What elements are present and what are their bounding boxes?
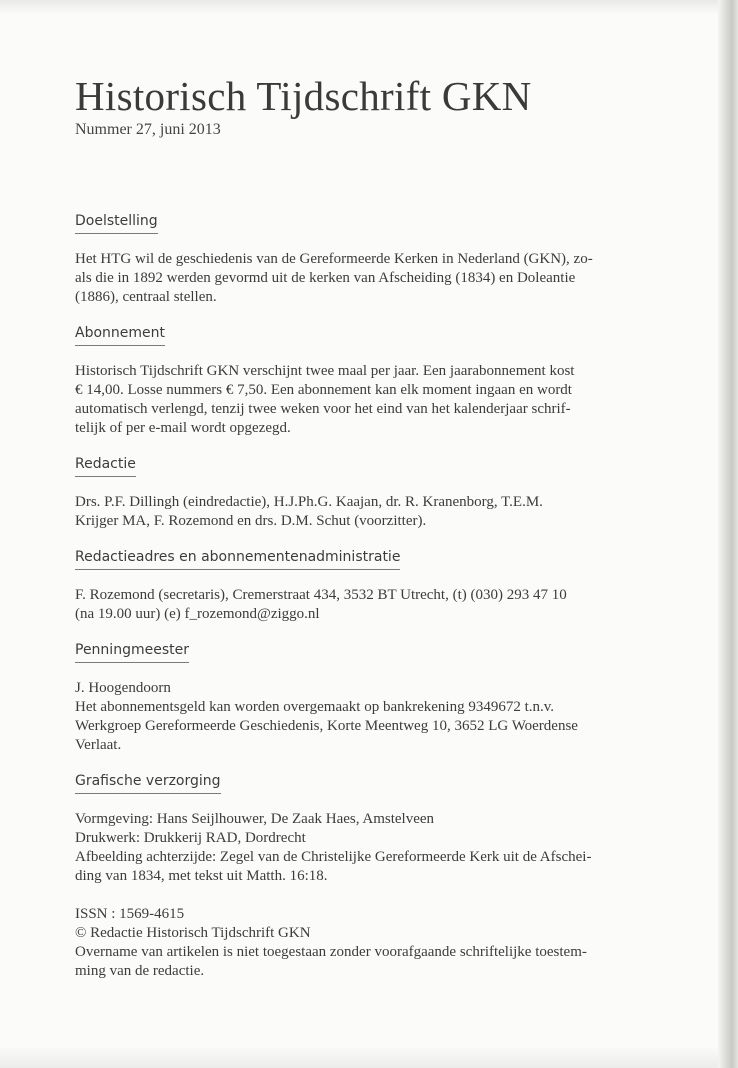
text-line: Het abonnementsgeld kan worden overgemaakt op bankrekening 9349672 t.n.v. xyxy=(75,699,555,715)
section-body xyxy=(75,586,655,624)
section-body xyxy=(75,493,655,531)
text-line: Historisch Tijdschrift GKN verschijnt twee maal per jaar. Een jaarabonnement kost xyxy=(75,363,575,379)
section-body xyxy=(75,810,655,886)
section-body xyxy=(75,679,655,755)
page-top-edge xyxy=(0,0,738,14)
text-line: F. Rozemond (secretaris), Cremerstraat 434, 3532 BT Utrecht, (t) (030) 293 47 10 xyxy=(75,587,567,603)
text-line: ming van de redactie. xyxy=(75,963,205,979)
text-line: als die in 1892 werden gevormd uit de kerken van Afscheiding (1834) en Doleantie xyxy=(75,270,576,286)
copyright-notice xyxy=(75,905,655,981)
section-grafische-verzorging xyxy=(75,770,655,886)
section-heading: Redactie xyxy=(75,455,136,477)
section-redactie xyxy=(75,453,655,531)
text-line: Werkgroep Gereformeerde Geschiedenis, Korte Meentweg 10, 3652 LG Woerdense xyxy=(75,718,578,734)
text-line: (na 19.00 uur) (e) f_rozemond@ziggo.nl xyxy=(75,606,320,622)
section-heading: Doelstelling xyxy=(75,212,158,234)
journal-title: Historisch Tijdschrift GKN xyxy=(75,73,532,119)
section-abonnement xyxy=(75,322,655,438)
section-redactieadres xyxy=(75,546,655,624)
section-body xyxy=(75,250,655,307)
colophon xyxy=(75,72,655,981)
text-line: Drs. P.F. Dillingh (eindredactie), H.J.Ph.G. Kaajan, dr. R. Kranenborg, T.E.M. xyxy=(75,494,543,510)
text-line: Het HTG wil de geschiedenis van de Gereformeerde Kerken in Nederland (GKN), zo- xyxy=(75,251,593,267)
text-line: Vormgeving: Hans Seijlhouwer, De Zaak Haes, Amstelveen xyxy=(75,811,435,827)
text-line: Afbeelding achterzijde: Zegel van de Christelijke Gereformeerde Kerk uit de Afschei- xyxy=(75,849,592,865)
text-line: Verlaat. xyxy=(75,737,122,753)
section-heading: Redactieadres en abonnementenadministratie xyxy=(75,548,400,570)
text-line: Drukwerk: Drukkerij RAD, Dordrecht xyxy=(75,830,306,846)
book-spine-edge xyxy=(718,0,738,1068)
page-bottom-edge xyxy=(0,1046,738,1068)
text-line: Krijger MA, F. Rozemond en drs. D.M. Schut (voorzitter). xyxy=(75,513,427,529)
text-line: telijk of per e-mail wordt opgezegd. xyxy=(75,420,291,436)
text-line: (1886), centraal stellen. xyxy=(75,289,217,305)
section-penningmeester xyxy=(75,639,655,755)
section-body xyxy=(75,362,655,438)
section-doelstelling xyxy=(75,210,655,307)
section-heading: Abonnement xyxy=(75,324,165,346)
issn-line: ISSN : 1569-4615 xyxy=(75,906,185,922)
issue-subtitle: Nummer 27, juni 2013 xyxy=(75,121,221,138)
copyright-line: © Redactie Historisch Tijdschrift GKN xyxy=(75,925,311,941)
text-line: ding van 1834, met tekst uit Matth. 16:18. xyxy=(75,868,328,884)
section-heading: Penningmeester xyxy=(75,641,189,663)
section-heading: Grafische verzorging xyxy=(75,772,221,794)
text-line: € 14,00. Losse nummers € 7,50. Een abonnement kan elk moment ingaan en wordt xyxy=(75,382,572,398)
text-line: automatisch verlengd, tenzij twee weken voor het eind van het kalenderjaar schrif- xyxy=(75,401,571,417)
text-line: J. Hoogendoorn xyxy=(75,680,171,696)
text-line: Overname van artikelen is niet toegestaan zonder voorafgaande schriftelijke toestem- xyxy=(75,944,587,960)
